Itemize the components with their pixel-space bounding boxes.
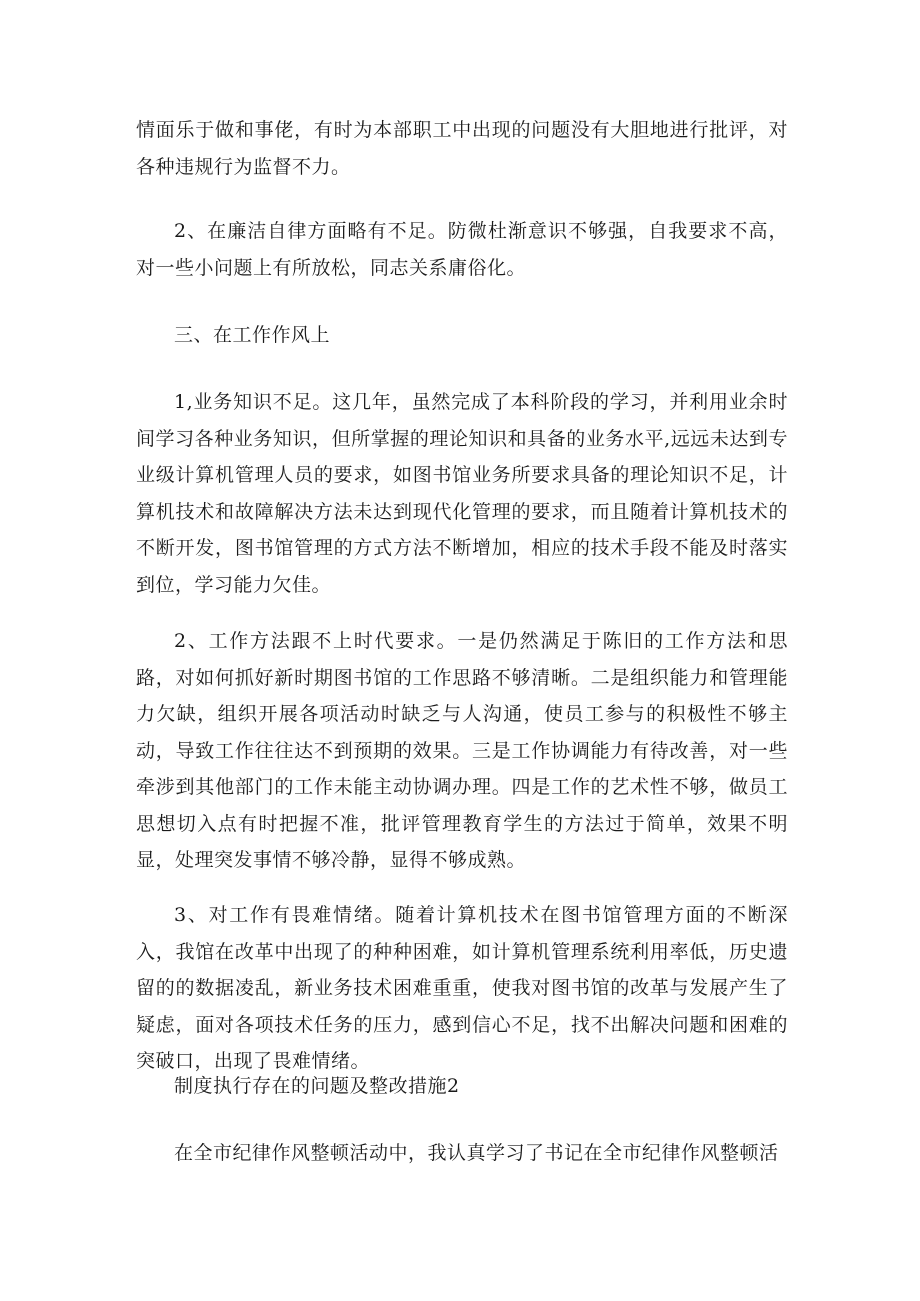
paragraph-work-methods: 2、工作方法跟不上时代要求。一是仍然满足于陈旧的工作方法和思路，对如何抓好新时期图书馆的工作思路不够清晰。二是组织能力和管理能力欠缺，组织开展各项活动时缺乏与人沟通，使员工参与的积极性不够主动，导致工作往往达不到预期的效果。三是工作协调能力有待改善，对一些牵涉到其他部门的工作未能主动协调办理。四是工作的艺术性不够，做员工思想切入点有时把握不准，批评管理教育学生的方法过于简单，效果不明显，处理突发事情不够冷静，显得不够成熟。 bbox=[136, 630, 788, 871]
paragraph-business-knowledge: 1,业务知识不足。这几年，虽然完成了本科阶段的学习，并利用业余时间学习各种业务知识，但所掌握的理论知识和具备的业务水平,远远未达到专业级计算机管理人员的要求，如图书馆业务所要求具备的理论知识不足，计算机技术和故障解决方法未达到现代化管理的要求，而且随着计算机技术的不断开发，图书馆管理的方式方法不断增加，相应的技术手段不能及时落实到位，学习能力欠佳。 bbox=[136, 391, 788, 596]
section-heading-work-style: 三、在工作作风上 bbox=[174, 324, 331, 346]
paragraph-fear-of-difficulty: 3、对工作有畏难情绪。随着计算机技术在图书馆管理方面的不断深入，我馆在改革中出现了的种种困难，如计算机管理系统利用率低，历史遗留的的数据凌乱，新业务技术困难重重，使我对图书馆的改革与发展产生了疑虑，面对各项技术任务的压力，感到信心不足，找不出解决问题和困难的突破口，出现了畏难情绪。 bbox=[136, 904, 788, 1072]
paragraph-discipline-campaign: 在全市纪律作风整顿活动中，我认真学习了书记在全市纪律作风整顿活 bbox=[174, 1142, 779, 1164]
paragraph-supervision: 情面乐于做和事佬，有时为本部职工中出现的问题没有大胆地进行批评，对各种违规行为监督不力。 bbox=[136, 119, 788, 178]
paragraph-integrity: 2、在廉洁自律方面略有不足。防微杜渐意识不够强，自我要求不高，对一些小问题上有所放松，同志关系庸俗化。 bbox=[136, 220, 788, 279]
section-heading-institution-2: 制度执行存在的问题及整改措施2 bbox=[174, 1075, 460, 1097]
